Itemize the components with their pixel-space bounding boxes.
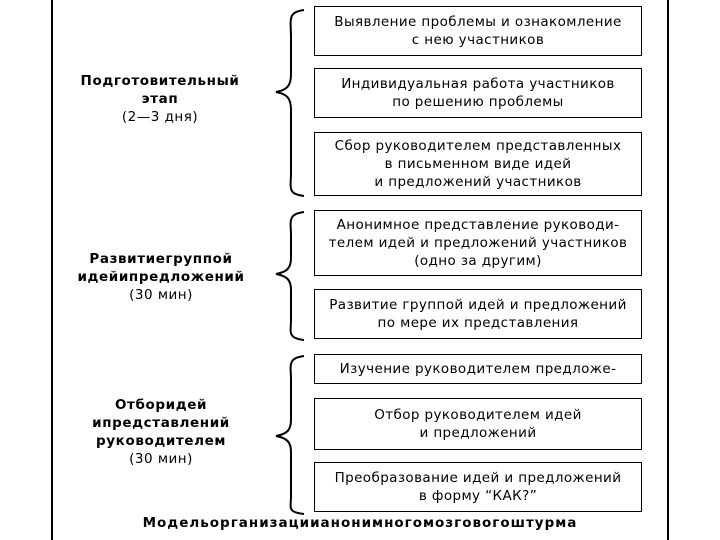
stage-1-title-line-2: этап — [141, 91, 179, 107]
stage-1-title-line-1: Подготовительный — [80, 73, 240, 89]
brace-stage-2 — [276, 212, 304, 340]
step-box: Отбор руководителем идей и предложений — [314, 398, 642, 450]
stage-2-title-line-1: Развитиегруппой — [89, 251, 233, 267]
step-box: Развитие группой идей и предложений по мере их представления — [314, 289, 642, 339]
diagram-caption: Модельорганизациианонимногомозговогоштурма — [142, 515, 578, 531]
brace-stage-3 — [276, 356, 304, 514]
stage-2-label — [56, 250, 266, 304]
stage-2-title-line-2: идейипредложений — [77, 269, 245, 285]
stage-3-label — [56, 396, 266, 468]
stage-3-title-line-2: ипредставлений — [92, 415, 230, 431]
step-box: Сбор руководителем представленных в письменном виде идей и предложений участников — [314, 132, 642, 196]
step-box: Преобразование идей и предложений в форму “КАК?” — [314, 462, 642, 512]
stage-1-label — [60, 72, 260, 126]
step-box: Анонимное представление руководи- телем идей и предложений участников (одно за другим) — [314, 210, 642, 276]
stage-3-duration: (30 мин) — [129, 451, 193, 467]
stage-2-duration: (30 мин) — [129, 287, 193, 303]
step-box: Выявление проблемы и ознакомление с нею участников — [314, 6, 642, 56]
brace-stage-1 — [276, 10, 304, 196]
stage-3-title-line-3: руководителем — [96, 433, 226, 449]
step-box: Изучение руководителем предложе- — [314, 354, 642, 384]
step-box: Индивидуальная работа участников по решению проблемы — [314, 68, 642, 118]
stage-1-duration: (2—3 дня) — [121, 109, 199, 125]
stage-3-title-line-1: Отборидей — [114, 397, 208, 413]
